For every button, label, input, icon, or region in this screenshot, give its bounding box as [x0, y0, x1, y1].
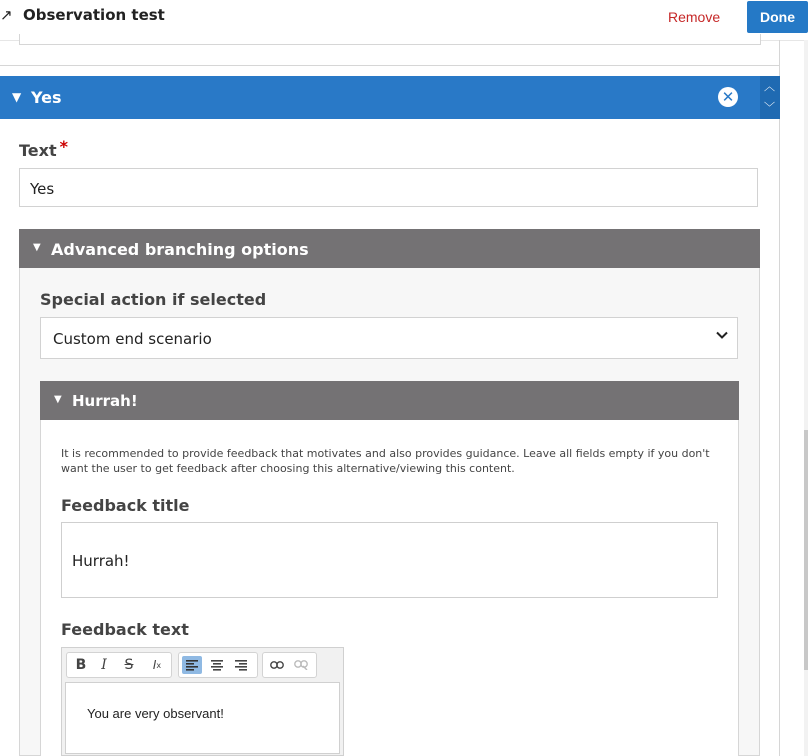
chevron-down-icon — [715, 328, 729, 342]
panel-border — [779, 40, 780, 756]
feedback-text-content[interactable] — [65, 682, 340, 754]
collapse-arrow-icon[interactable]: ↗ — [0, 6, 13, 24]
feedback-title-value: Hurrah! — [72, 552, 130, 570]
unlink-icon — [294, 660, 308, 670]
move-up-icon[interactable]: ︿ — [764, 80, 775, 93]
align-right-button[interactable] — [231, 656, 251, 674]
remove-format-button[interactable]: I x — [152, 658, 162, 672]
move-down-icon[interactable]: ﹀ — [764, 101, 775, 114]
feedback-group-title: Hurrah! — [72, 392, 138, 410]
remove-button[interactable]: Remove — [668, 9, 721, 25]
text-input[interactable]: Yes — [19, 168, 758, 207]
feedback-text-label: Feedback text — [61, 620, 189, 639]
item-title: Yes — [31, 88, 62, 107]
strikethrough-button[interactable]: S — [124, 657, 134, 673]
link-icon — [270, 661, 284, 669]
required-indicator: * — [59, 137, 68, 156]
item-header[interactable] — [0, 76, 760, 119]
previous-field-box — [19, 34, 761, 45]
caret-down-icon[interactable]: ▼ — [54, 394, 62, 405]
link-toolbar-group — [262, 652, 317, 678]
align-left-icon — [186, 660, 198, 671]
done-button[interactable]: Done — [747, 1, 808, 33]
italic-button[interactable]: I — [101, 657, 107, 673]
text-label: Text — [19, 141, 57, 160]
feedback-title-input[interactable] — [61, 522, 718, 598]
feedback-text-value: You are very observant! — [87, 706, 224, 721]
align-right-icon — [235, 660, 247, 671]
caret-down-icon[interactable]: ▼ — [12, 90, 22, 104]
unlink-button[interactable] — [291, 656, 311, 674]
caret-down-icon[interactable]: ▼ — [33, 242, 41, 253]
bold-button[interactable]: B — [75, 657, 87, 673]
advanced-branching-header[interactable] — [19, 229, 760, 268]
format-toolbar-group — [66, 652, 172, 678]
special-action-value: Custom end scenario — [53, 330, 212, 348]
divider — [0, 65, 780, 66]
link-button[interactable] — [267, 656, 287, 674]
feedback-group-header[interactable] — [40, 381, 739, 420]
text-field-label — [19, 137, 68, 160]
feedback-title-label: Feedback title — [61, 496, 190, 515]
remove-item-icon[interactable]: ✕ — [718, 87, 738, 107]
align-center-icon — [211, 660, 223, 671]
scrollbar-thumb[interactable] — [804, 430, 808, 670]
help-text: It is recommended to provide feedback that motivates and also provides guidance. Leave all fields empty if you don't want the user to get feedback after choosing this alternative/viewing this content. — [61, 447, 710, 475]
align-toolbar-group — [178, 652, 258, 678]
special-action-label: Special action if selected — [40, 290, 267, 309]
special-action-select[interactable] — [40, 317, 738, 359]
feedback-text-editor — [61, 647, 344, 756]
advanced-branching-title: Advanced branching options — [51, 240, 309, 259]
align-left-button[interactable] — [182, 656, 202, 674]
page-title: Observation test — [23, 6, 165, 24]
align-center-button[interactable] — [207, 656, 227, 674]
order-controls — [760, 76, 780, 119]
